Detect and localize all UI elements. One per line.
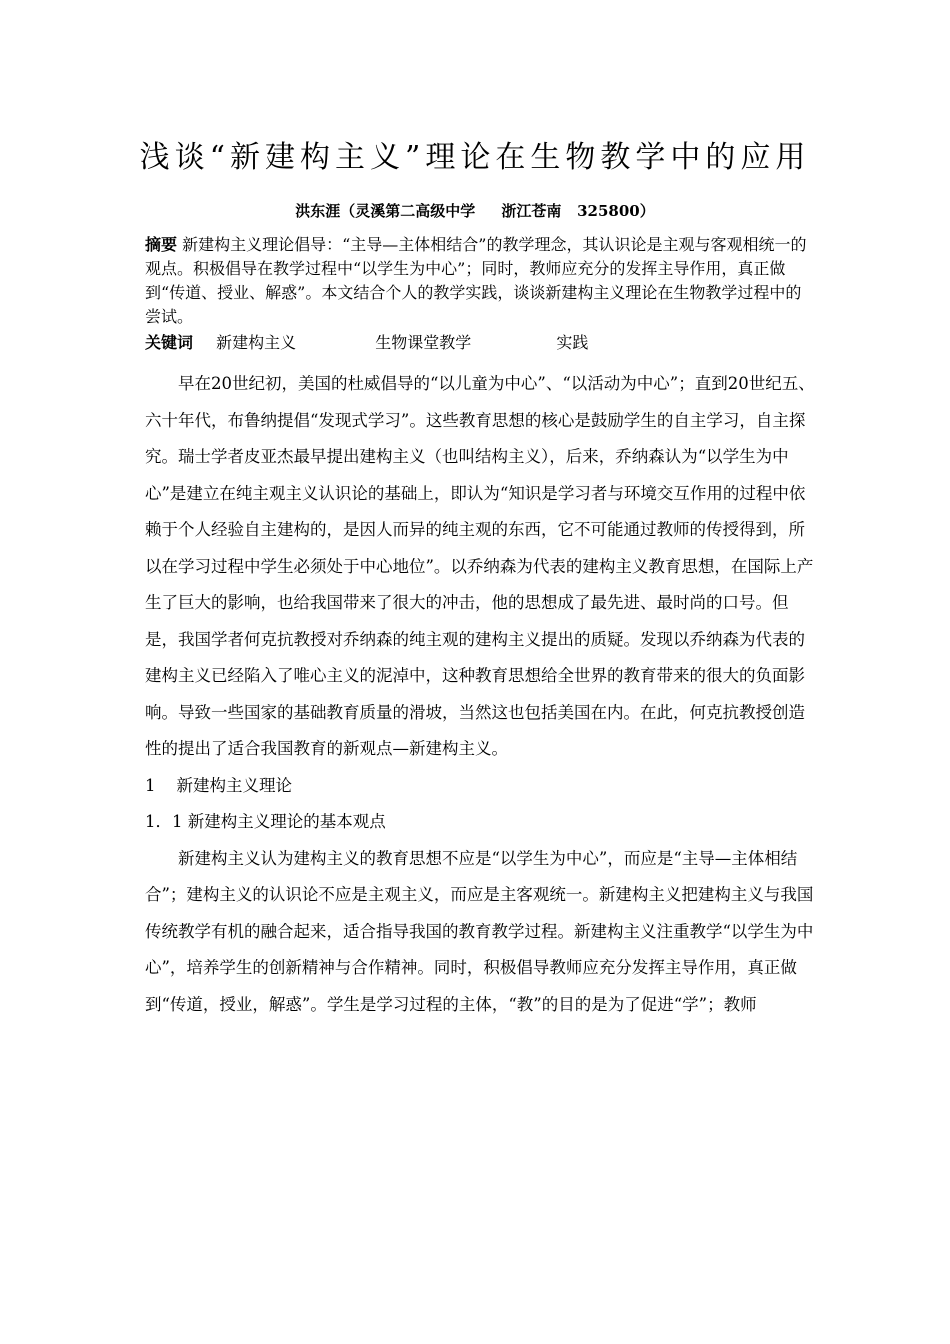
keywords	[145, 331, 817, 355]
abstract	[145, 233, 817, 329]
keywords-label: 关键词	[145, 333, 194, 352]
subsection-heading: 1．1 新建构主义理论的基本观点	[145, 812, 386, 831]
keyword-item: 实践	[556, 333, 589, 352]
abstract-text: 新建构主义理论倡导：“主导—主体相结合”的教学理念，其认识论是主观与客观相统一的观点。积极倡导在教学过程中“以学生为中心”；同时，教师应充分的发挥主导作用，真正做到“传道、授业、解惑”。本文结合个人的教学实践，谈谈新建构主义理论在生物教学过程中的尝试。	[145, 235, 807, 326]
author-line: 洪东涯（灵溪第二高级中学 浙江苍南 325800）	[295, 202, 655, 220]
body-text	[145, 366, 817, 1023]
keyword-item: 生物课堂教学	[375, 333, 472, 352]
paragraph: 早在20世纪初，美国的杜威倡导的“以儿童为中心”、“以活动为中心”；直到20世纪五、六十年代，布鲁纳提倡“发现式学习”。这些教育思想的核心是鼓励学生的自主学习，自主探究。瑞士学者皮亚杰最早提出建构主义（也叫结构主义），后来，乔纳森认为“以学生为中心”是建立在纯主观主义认识论的基础上，即认为“知识是学习者与环境交互作用的过程中依赖于个人经验自主建构的，是因人而异的纯主观的东西，它不可能通过教师的传授得到，所以在学习过程中学生必须处于中心地位”。以乔纳森为代表的建构主义教育思想，在国际上产生了巨大的影响，也给我国带来了很大的冲击，他的思想成了最先进、最时尚的口号。但是，我国学者何克抗教授对乔纳森的纯主观的建构主义提出的质疑。发现以乔纳森为代表的建构主义已经陷入了唯心主义的泥淖中，这种教育思想给全世界的教育带来的很大的负面影响。导致一些国家的基础教育质量的滑坡，当然这也包括美国在内。在此，何克抗教授创造性的提出了适合我国教育的新观点—新建构主义。	[145, 374, 815, 758]
keyword-item: 新建构主义	[216, 333, 297, 352]
abstract-label: 摘要	[145, 235, 178, 254]
section-heading: 1 新建构主义理论	[145, 775, 292, 795]
paper-title: 浅谈“新建构主义”理论在生物教学中的应用	[139, 140, 811, 175]
paragraph: 新建构主义认为建构主义的教育思想不应是“以学生为中心”，而应是“主导—主体相结合”；建构主义的认识论不应是主观主义，而应是主客观统一。新建构主义把建构主义与我国传统教学有机的融合起来，适合指导我国的教育教学过程。新建构主义注重教学“以学生为中心”，培养学生的创新精神与合作精神。同时，积极倡导教师应充分发挥主导作用，真正做到“传道，授业，解惑”。学生是学习过程的主体，“教”的目的是为了促进“学”；教师	[145, 848, 814, 1014]
